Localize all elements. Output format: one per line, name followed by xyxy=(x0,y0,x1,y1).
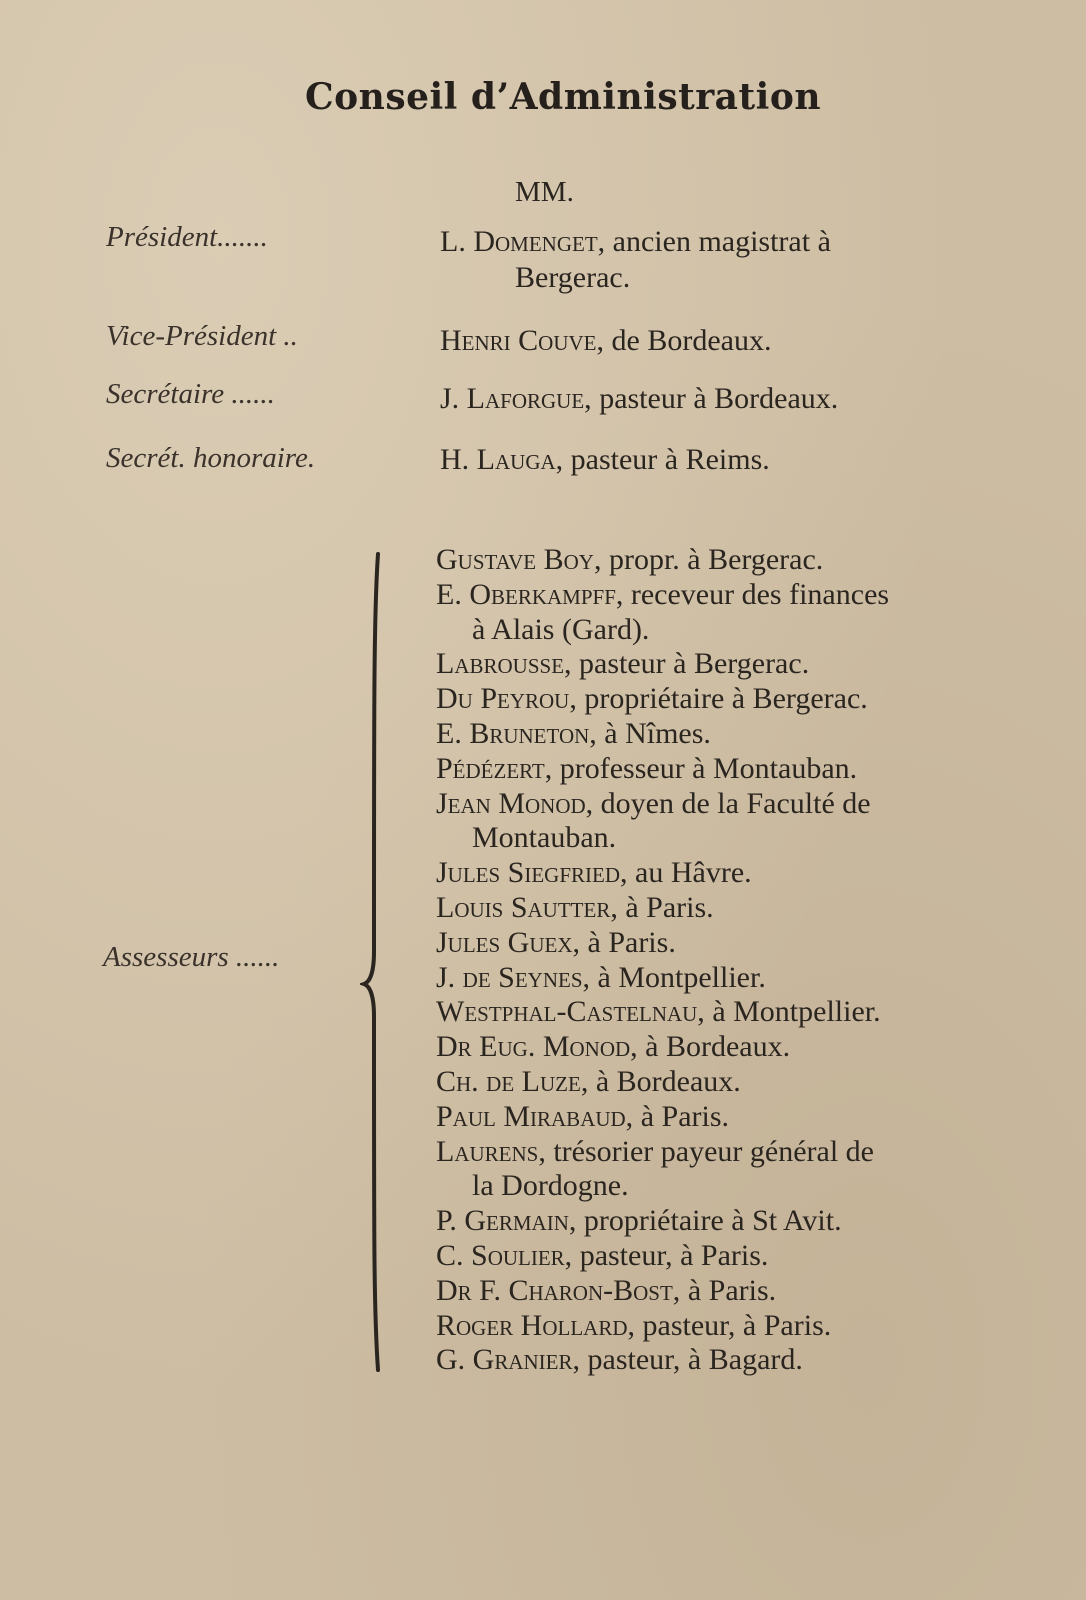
assessor-name: E. Bruneton, xyxy=(436,716,597,750)
assessor-entry xyxy=(436,1239,1056,1274)
assessor-name: Dr F. Charon-Bost, xyxy=(436,1273,681,1307)
role-label: Secrét. honoraire. xyxy=(106,442,316,474)
officer-entry xyxy=(440,381,1050,417)
assessor-name: C. Soulier, xyxy=(436,1238,573,1272)
assessor-detail: propr. à Bergerac. xyxy=(601,543,824,576)
assessor-name: Jules Guex, xyxy=(436,925,580,959)
assessor-name: Louis Sautter, xyxy=(436,890,618,924)
officer-detail: pasteur à Reims. xyxy=(563,443,770,476)
assessor-entry xyxy=(436,1309,1056,1344)
assessor-detail: propriétaire à Bergerac. xyxy=(576,682,868,716)
assessor-detail-continued: la Dordogne. xyxy=(472,1169,629,1203)
officer-name: H. Lauga, xyxy=(440,443,564,476)
officer-detail: pasteur à Bordeaux. xyxy=(591,382,839,415)
officer-entry xyxy=(440,442,1050,478)
assessor-entry xyxy=(436,647,1056,682)
assessor-entry xyxy=(436,1343,1056,1378)
assessor-detail-continued: Montauban. xyxy=(472,821,617,855)
officer-detail: ancien magistrat à xyxy=(605,225,831,258)
officer-name: L. Domenget, xyxy=(440,225,606,258)
assessor-detail: à Nîmes. xyxy=(596,716,711,750)
assessor-entry xyxy=(436,995,1056,1030)
officer-entry xyxy=(440,224,1050,296)
assessor-detail: receveur des finances xyxy=(623,577,890,611)
assessor-name: Roger Hollard, xyxy=(436,1308,635,1342)
role-label: Président....... xyxy=(106,221,268,253)
assessor-entry xyxy=(436,926,1056,961)
assessor-name: Du Peyrou, xyxy=(436,682,577,716)
assessor-detail: à Bordeaux. xyxy=(637,1030,791,1064)
officer-name: J. Laforgue, xyxy=(440,382,592,415)
column-header: MM. xyxy=(515,176,574,208)
page-title: Conseil d’Administration xyxy=(305,76,821,118)
officer-detail: de Bordeaux. xyxy=(604,324,772,357)
assessor-detail: pasteur, à Paris. xyxy=(635,1308,832,1342)
assessor-name: P. Germain, xyxy=(436,1204,577,1238)
assessor-entry xyxy=(436,543,1056,578)
assessor-entry xyxy=(436,1274,1056,1309)
officer-entry xyxy=(440,323,1050,359)
assessor-entry xyxy=(436,891,1056,926)
role-label: Secrétaire ...... xyxy=(106,378,275,410)
assessor-entry xyxy=(436,856,1056,891)
assessor-name: Dr Eug. Monod, xyxy=(436,1030,638,1064)
assessor-detail: au Hâvre. xyxy=(627,856,752,890)
assessor-detail: doyen de la Faculté de xyxy=(593,786,871,820)
assessor-name: Ch. de Luze, xyxy=(436,1064,589,1098)
officer-name: Henri Couve, xyxy=(440,324,604,357)
assessor-entry xyxy=(436,1030,1056,1065)
assessor-entry xyxy=(436,1065,1056,1100)
assessor-name: E. Oberkampff, xyxy=(436,577,624,611)
assessor-detail: à Paris. xyxy=(633,1099,730,1133)
assessor-detail: professeur à Montauban. xyxy=(552,751,858,785)
assessor-name: Jean Monod, xyxy=(436,786,594,820)
assessor-name: Gustave Boy, xyxy=(436,543,602,576)
assessor-detail: à Montpellier. xyxy=(590,960,766,994)
assessors-list xyxy=(436,543,1056,1378)
assessor-entry xyxy=(436,752,1056,787)
assessor-detail: à Bordeaux. xyxy=(588,1064,741,1098)
assessor-entry xyxy=(436,682,1056,717)
assessor-name: Paul Mirabaud, xyxy=(436,1099,634,1133)
assessor-detail: à Paris. xyxy=(680,1273,777,1307)
assessor-entry xyxy=(436,578,1056,648)
assessor-entry xyxy=(436,1100,1056,1135)
assessor-name: G. Granier, xyxy=(436,1343,580,1377)
assessor-name: Pédézert, xyxy=(436,751,553,785)
assessor-detail: pasteur, à Paris. xyxy=(572,1238,769,1272)
assessors-label: Assesseurs ...... xyxy=(103,941,280,973)
assessor-entry xyxy=(436,1135,1056,1205)
assessor-detail: à Paris. xyxy=(580,925,676,959)
assessor-detail-continued: à Alais (Gard). xyxy=(472,612,650,646)
assessor-name: Westphal-Castelnau, xyxy=(436,995,705,1029)
assessor-detail: pasteur, à Bagard. xyxy=(580,1343,803,1377)
assessor-detail: trésorier payeur général de xyxy=(545,1134,874,1168)
assessor-entry xyxy=(436,1204,1056,1239)
assessor-entry xyxy=(436,787,1056,857)
assessor-name: Labrousse, xyxy=(436,647,572,681)
assessor-detail: à Montpellier. xyxy=(704,995,881,1029)
assessor-entry xyxy=(436,961,1056,996)
officer-detail-continued: Bergerac. xyxy=(515,261,631,294)
assessor-detail: propriétaire à St Avit. xyxy=(576,1204,842,1238)
assessor-name: Jules Siegfried, xyxy=(436,856,628,890)
assessor-detail: pasteur à Bergerac. xyxy=(571,647,810,681)
assessor-detail: à Paris. xyxy=(617,890,714,924)
assessor-name: Laurens, xyxy=(436,1134,546,1168)
role-label: Vice-Président .. xyxy=(106,320,298,352)
assessor-name: J. de Seynes, xyxy=(436,960,591,994)
curly-brace xyxy=(360,552,400,1372)
assessor-entry xyxy=(436,717,1056,752)
